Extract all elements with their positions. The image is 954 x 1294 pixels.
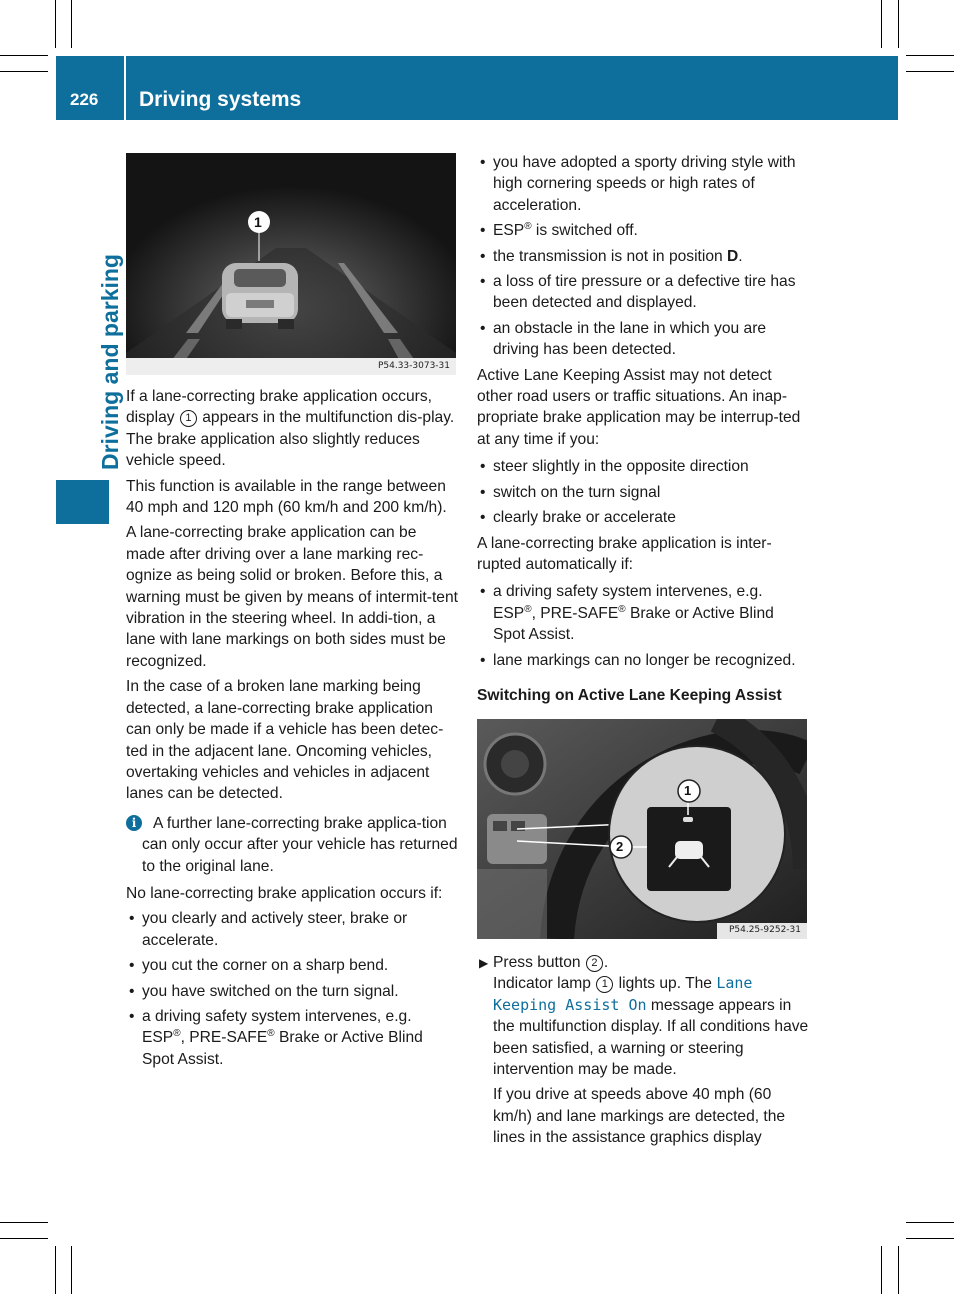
crop-mark xyxy=(55,0,56,48)
callout-ref: 1 xyxy=(180,410,197,427)
list-item: • switch on the turn signal xyxy=(477,482,809,503)
header-divider xyxy=(124,56,126,120)
text: , PRE-SAFE xyxy=(531,604,619,622)
info-text xyxy=(142,813,458,877)
side-tab-marker xyxy=(56,480,109,524)
text: Indicator lamp xyxy=(493,975,591,993)
figure-steering-wheel-button xyxy=(477,719,807,939)
callout-number: 1 xyxy=(254,214,262,230)
registered-mark: ® xyxy=(173,1028,181,1040)
list-item: • an obstacle in the lane in which you are driving has been detected. xyxy=(477,318,809,361)
bullet-list xyxy=(477,456,809,528)
registered-mark: ® xyxy=(267,1028,275,1040)
crop-mark xyxy=(0,1238,48,1239)
list-item: • you cut the corner on a sharp bend. xyxy=(126,955,458,976)
paragraph: No lane-correcting brake application occurs if: xyxy=(126,884,443,902)
text: Press button xyxy=(493,954,581,971)
text: If a lane-correcting brake application occurs, display xyxy=(126,388,432,427)
crop-mark xyxy=(906,71,954,72)
text: , PRE-SAFE xyxy=(180,1029,268,1047)
text: is switched off. xyxy=(531,222,638,240)
text: Brake or Active Blind Spot Assist. xyxy=(493,604,774,644)
paragraph: Active Lane Keeping Assist may not detect other road users or traffic situations. An inap-propriate brake application may be interrup-ted at any time if you: xyxy=(477,366,801,448)
figure-code: P54.25-9252-31 xyxy=(728,925,801,935)
registered-mark: ® xyxy=(618,603,626,615)
bullet-list xyxy=(477,152,809,361)
step-arrow-icon: ▶ xyxy=(479,956,489,970)
paragraph: A lane-correcting brake application is inter-rupted automatically if: xyxy=(477,534,772,573)
bullet-list xyxy=(126,908,458,1070)
list-item: • you have adopted a sporty driving style with high cornering speeds or high rates of acceleration. xyxy=(477,152,809,216)
text: a driving safety system intervenes, e.g. ESP xyxy=(142,1007,412,1047)
text: lights up. The xyxy=(618,975,712,993)
step-result xyxy=(477,973,809,1080)
list-item xyxy=(126,1006,458,1070)
text: Brake or Active Blind Spot Assist. xyxy=(142,1029,423,1068)
callout-number: 2 xyxy=(616,839,624,854)
info-note xyxy=(126,813,458,877)
paragraph: A lane-correcting brake application can be made after driving over a lane marking rec-ognize as being solid or broken. Before this, a warning must be given by means of intermit-tent vibration in the steering wheel. In addi-tion, a lane with lane markings on both sides must be recognized. xyxy=(126,524,458,670)
crop-mark xyxy=(881,0,882,48)
text: . xyxy=(603,954,609,971)
crop-mark xyxy=(906,55,954,56)
crop-mark xyxy=(55,1246,56,1294)
list-item: • you clearly and actively steer, brake or accelerate. xyxy=(126,908,458,951)
callout-ref: 1 xyxy=(596,976,613,993)
info-note-text: A further lane-correcting brake applica-tion can only occur after your vehicle has returned to the original lane. xyxy=(142,814,458,875)
gear-position: D xyxy=(727,247,739,265)
crop-mark xyxy=(906,1222,954,1223)
paragraph: In the case of a broken lane marking being detected, a lane-correcting brake application can only be made if a vehicle has been detec-ted in the adjacent lane. Oncoming vehicles, overtaking vehicles and vehicles in adjacent lanes can be detected. xyxy=(126,678,444,803)
registered-mark: ® xyxy=(524,221,532,233)
display-message: Lane Keeping Assist On xyxy=(493,974,753,1014)
text: ESP xyxy=(493,222,525,240)
section-title: Driving systems xyxy=(139,88,302,111)
page-number: 226 xyxy=(70,90,99,109)
display-illustration xyxy=(126,153,456,375)
list-item: • you have switched on the turn signal. xyxy=(126,981,458,1002)
registered-mark: ® xyxy=(524,603,532,615)
left-column xyxy=(126,386,458,1074)
right-column xyxy=(477,152,809,716)
list-item: • lane markings can no longer be recognized. xyxy=(477,650,809,671)
list-item xyxy=(477,246,809,267)
list-item: • steer slightly in the opposite direction xyxy=(477,456,809,477)
list-item: • clearly brake or accelerate xyxy=(477,507,809,528)
text: the transmission is not in position xyxy=(493,247,728,265)
crop-mark xyxy=(0,71,48,72)
side-tab-label: Driving and parking xyxy=(97,254,123,470)
list-item: • a loss of tire pressure or a defective tire has been detected and displayed. xyxy=(477,271,809,314)
info-icon: i xyxy=(126,815,142,831)
text: message appears in the multifunction display. If all conditions have been satisfied, a warning or steering intervention may be made. xyxy=(493,996,809,1079)
crop-mark xyxy=(898,1246,899,1294)
crop-mark xyxy=(71,1246,72,1294)
text: a driving safety system intervenes, e.g. ESP xyxy=(493,583,763,622)
paragraph: This function is available in the range between 40 mph and 120 mph (60 km/h and 200 km/h). xyxy=(126,477,447,517)
list-item xyxy=(477,220,809,241)
crop-mark xyxy=(881,1246,882,1294)
crop-mark xyxy=(906,1238,954,1239)
bullet-list xyxy=(477,581,809,671)
text: . xyxy=(738,247,743,265)
figure-lane-assist-display xyxy=(126,153,456,375)
crop-mark xyxy=(71,0,72,48)
paragraph xyxy=(126,386,458,472)
figure-code: P54.33-3073-31 xyxy=(377,361,450,371)
crop-mark xyxy=(898,0,899,48)
text: appears in the multifunction dis-play. The brake application also slightly reduces vehicle speed. xyxy=(126,409,455,470)
steering-wheel-illustration xyxy=(477,719,807,939)
callout-number: 1 xyxy=(684,783,692,798)
callout-ref: 2 xyxy=(586,955,603,972)
instruction-step xyxy=(477,952,809,973)
crop-mark xyxy=(0,1222,48,1223)
instruction-block xyxy=(477,952,809,1153)
list-item xyxy=(477,581,809,645)
subheading: Switching on Active Lane Keeping Assist xyxy=(477,686,782,704)
crop-mark xyxy=(0,55,48,56)
step-note: If you drive at speeds above 40 mph (60 km/h) and lane markings are detected, the lines in the assistance graphics display xyxy=(493,1086,786,1147)
